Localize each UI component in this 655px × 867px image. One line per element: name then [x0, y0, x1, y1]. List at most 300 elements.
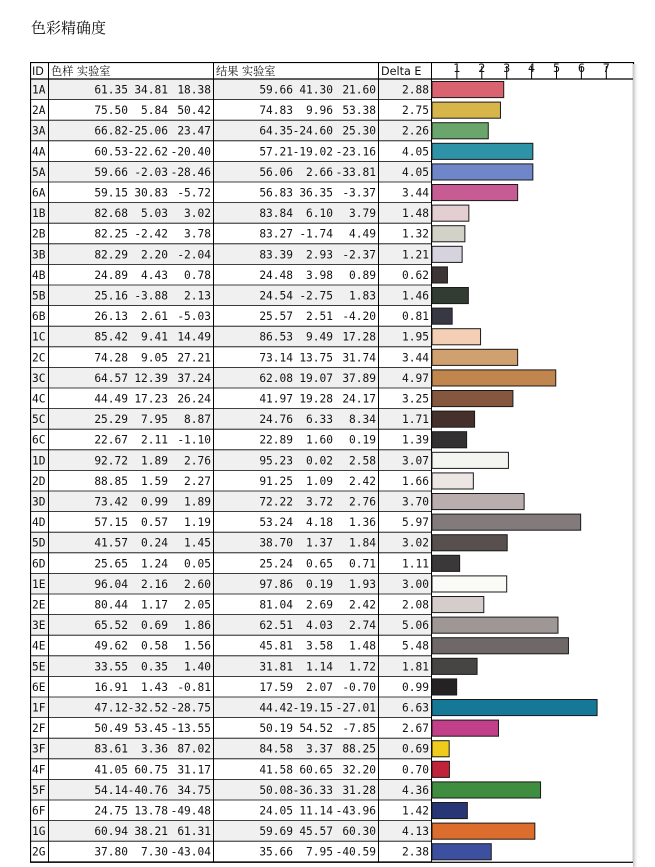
result-lab-value: 19.07	[299, 371, 333, 385]
delta-e-value: 3.70	[402, 495, 429, 509]
result-lab-value: 4.03	[306, 619, 333, 633]
delta-e-value: 1.48	[402, 207, 429, 221]
sample-lab-value: 1.40	[184, 660, 211, 674]
sample-lab-value: 1.56	[184, 639, 211, 653]
result-lab-value: 84.58	[259, 742, 293, 756]
delta-e-bar	[432, 226, 465, 242]
delta-e-bar	[432, 535, 507, 551]
sample-lab-value: 37.80	[94, 845, 128, 859]
row-id: 1D	[32, 454, 46, 468]
delta-e-bar	[432, 432, 467, 448]
result-lab-value: 17.28	[342, 330, 376, 344]
row-id: 3C	[32, 371, 46, 385]
delta-e-bar	[432, 803, 467, 819]
result-lab-value: 74.83	[259, 104, 293, 118]
delta-e-value: 0.81	[402, 310, 429, 324]
delta-e-value: 2.38	[402, 845, 429, 859]
sample-lab-value: 24.89	[94, 268, 128, 282]
delta-e-value: 2.75	[402, 104, 429, 118]
delta-e-value: 1.21	[402, 248, 429, 262]
result-lab-value: 1.72	[349, 660, 376, 674]
result-lab-value: 50.19	[259, 722, 293, 736]
delta-e-value: 4.05	[402, 165, 429, 179]
delta-e-bar	[432, 246, 462, 262]
result-lab-value: 1.14	[306, 660, 333, 674]
sample-lab-value: 0.99	[141, 495, 168, 509]
result-lab-value: 2.07	[306, 680, 333, 694]
row-id: 3D	[32, 495, 46, 509]
result-lab-value: 0.71	[349, 557, 376, 571]
result-lab-value: -40.59	[335, 845, 376, 859]
result-lab-value: 1.37	[306, 536, 333, 550]
row-id: 5D	[32, 536, 46, 550]
x-tick-label: 6	[577, 62, 585, 75]
sample-lab-value: 2.27	[184, 474, 211, 488]
sample-lab-value: 12.39	[134, 371, 168, 385]
sample-lab-value: 7.95	[141, 413, 168, 427]
sample-lab-value: 22.67	[94, 433, 128, 447]
result-lab-value: 0.02	[306, 454, 333, 468]
x-tick-label: 7	[602, 62, 610, 75]
result-lab-value: 3.98	[306, 268, 333, 282]
sample-lab-value: 31.17	[177, 763, 211, 777]
sample-lab-value: 9.05	[141, 351, 168, 365]
sample-lab-value: -5.72	[177, 186, 211, 200]
delta-e-value: 1.46	[402, 289, 429, 303]
row-id: 3F	[32, 742, 46, 756]
row-id: 6B	[32, 310, 46, 324]
result-lab-value: 6.33	[306, 413, 333, 427]
sample-lab-value: 0.78	[184, 268, 211, 282]
delta-e-bar	[432, 679, 457, 695]
sample-lab-value: -28.75	[170, 701, 211, 715]
delta-e-bar	[432, 720, 498, 736]
sample-lab-value: -40.76	[127, 783, 168, 797]
delta-e-bar	[432, 185, 518, 201]
sample-lab-value: -22.62	[127, 145, 168, 159]
result-lab-value: 2.69	[306, 598, 333, 612]
result-lab-value: 2.66	[306, 165, 333, 179]
delta-e-value: 5.48	[402, 639, 429, 653]
result-lab-value: 73.14	[259, 351, 293, 365]
result-lab-value: 41.97	[259, 392, 293, 406]
delta-e-value: 5.97	[402, 516, 429, 530]
row-id: 2B	[32, 227, 46, 241]
delta-e-value: 1.42	[402, 804, 429, 818]
result-lab-value: 2.58	[349, 454, 376, 468]
result-lab-value: 41.30	[299, 83, 333, 97]
delta-e-value: 1.95	[402, 330, 429, 344]
x-tick-label: 4	[528, 62, 536, 75]
delta-e-value: 2.88	[402, 83, 429, 97]
sample-lab-value: 82.25	[94, 227, 128, 241]
delta-e-value: 4.36	[402, 783, 429, 797]
sample-lab-value: 9.41	[141, 330, 168, 344]
result-lab-value: 9.96	[306, 104, 333, 118]
sample-lab-value: 3.36	[141, 742, 168, 756]
sample-lab-value: -32.52	[127, 701, 168, 715]
sample-lab-value: 26.24	[177, 392, 211, 406]
delta-e-value: 1.32	[402, 227, 429, 241]
result-lab-value: 1.84	[349, 536, 376, 550]
result-lab-value: 4.18	[306, 516, 333, 530]
sample-lab-value: 1.89	[141, 454, 168, 468]
delta-e-bar	[432, 617, 558, 633]
result-lab-value: 1.48	[349, 639, 376, 653]
result-lab-value: -33.81	[335, 165, 376, 179]
sample-lab-value: 30.83	[134, 186, 168, 200]
delta-e-bar	[432, 452, 508, 468]
delta-e-value: 0.70	[402, 763, 429, 777]
delta-e-value: 3.44	[402, 351, 429, 365]
delta-e-value: 1.66	[402, 474, 429, 488]
sample-lab-value: -2.04	[177, 248, 211, 262]
result-lab-value: 50.08	[259, 783, 293, 797]
result-lab-value: 83.39	[259, 248, 293, 262]
sample-lab-value: 2.61	[141, 310, 168, 324]
sample-lab-value: 64.57	[94, 371, 128, 385]
sample-lab-value: 80.44	[94, 598, 128, 612]
sample-lab-value: 59.15	[94, 186, 128, 200]
x-tick-label: 5	[552, 62, 561, 75]
result-lab-value: 1.60	[306, 433, 333, 447]
result-lab-value: 22.89	[259, 433, 293, 447]
result-lab-value: -1.74	[299, 227, 333, 241]
sample-lab-value: 53.45	[134, 722, 168, 736]
sample-lab-value: 2.20	[141, 248, 168, 262]
result-lab-value: 59.66	[259, 83, 293, 97]
row-id: 1E	[32, 577, 46, 591]
sample-lab-value: 0.69	[141, 619, 168, 633]
result-lab-value: 64.35	[259, 124, 293, 138]
row-id: 2E	[32, 598, 46, 612]
row-id: 4E	[32, 639, 46, 653]
result-lab-value: 0.19	[306, 577, 333, 591]
sample-lab-value: 1.89	[184, 495, 211, 509]
delta-e-value: 1.71	[402, 413, 429, 427]
result-lab-value: 60.65	[299, 763, 333, 777]
sample-lab-value: 4.43	[141, 268, 168, 282]
delta-e-value: 0.69	[402, 742, 429, 756]
result-lab-value: 31.28	[342, 783, 376, 797]
x-tick-label: 1	[453, 62, 461, 75]
result-lab-value: -2.37	[342, 248, 376, 262]
delta-e-value: 1.11	[402, 557, 429, 571]
sample-lab-value: 27.21	[177, 351, 211, 365]
result-lab-value: 1.83	[349, 289, 376, 303]
delta-e-bar	[432, 638, 568, 654]
delta-e-bar	[432, 555, 460, 571]
delta-e-bar	[432, 349, 518, 365]
sample-lab-value: -1.10	[177, 433, 211, 447]
result-lab-value: 32.20	[342, 763, 376, 777]
sample-lab-value: -13.55	[170, 722, 211, 736]
result-lab-value: 2.76	[349, 495, 376, 509]
sample-lab-value: 82.29	[94, 248, 128, 262]
result-lab-value: 57.21	[259, 145, 293, 159]
row-id: 5A	[32, 165, 46, 179]
delta-e-bar	[432, 761, 449, 777]
row-id: 2C	[32, 351, 46, 365]
delta-e-value: 1.81	[402, 660, 429, 674]
sample-lab-value: 47.12	[94, 701, 128, 715]
sample-lab-value: 38.21	[134, 825, 168, 839]
result-lab-value: 91.25	[259, 474, 293, 488]
result-lab-value: -3.37	[342, 186, 376, 200]
sample-lab-value: 3.78	[184, 227, 211, 241]
delta-e-value: 3.02	[402, 536, 429, 550]
result-lab-value: 81.04	[259, 598, 293, 612]
result-lab-value: 24.17	[342, 392, 376, 406]
delta-e-bar	[432, 205, 469, 221]
result-lab-value: 45.81	[259, 639, 293, 653]
result-lab-value: 19.28	[299, 392, 333, 406]
sample-lab-value: 25.16	[94, 289, 128, 303]
row-id: 3A	[32, 124, 46, 138]
sample-lab-value: 25.29	[94, 413, 128, 427]
sample-lab-value: 0.24	[141, 536, 168, 550]
delta-e-bar	[432, 576, 507, 592]
delta-e-value: 5.06	[402, 619, 429, 633]
delta-e-bar	[432, 700, 597, 716]
sample-lab-value: -5.03	[177, 310, 211, 324]
sample-lab-value: -28.46	[170, 165, 211, 179]
row-id: 6C	[32, 433, 46, 447]
sample-lab-value: 5.03	[141, 207, 168, 221]
result-lab-value: 13.75	[299, 351, 333, 365]
sample-lab-value: 8.87	[184, 413, 211, 427]
sample-lab-value: -3.88	[134, 289, 168, 303]
sample-lab-value: 2.11	[141, 433, 168, 447]
result-lab-value: -19.02	[292, 145, 333, 159]
row-id: 6E	[32, 680, 46, 694]
result-lab-value: 25.30	[342, 124, 376, 138]
sample-lab-value: 2.16	[141, 577, 168, 591]
sample-lab-value: 61.35	[94, 83, 128, 97]
result-lab-value: 95.23	[259, 454, 293, 468]
result-lab-value: 60.30	[342, 825, 376, 839]
result-lab-value: 37.89	[342, 371, 376, 385]
row-id: 2A	[32, 104, 46, 118]
row-id: 5B	[32, 289, 46, 303]
sample-lab-value: 49.62	[94, 639, 128, 653]
row-id: 4B	[32, 268, 46, 282]
header-sample: 色样 实验室	[51, 65, 111, 78]
row-id: 4C	[32, 392, 46, 406]
sample-lab-value: 96.04	[94, 577, 128, 591]
result-lab-value: 4.49	[349, 227, 376, 241]
result-lab-value: -36.33	[292, 783, 333, 797]
result-lab-value: 0.19	[349, 433, 376, 447]
result-lab-value: 1.09	[306, 474, 333, 488]
delta-e-value: 2.26	[402, 124, 429, 138]
sample-lab-value: 5.84	[141, 104, 168, 118]
row-id: 2G	[32, 845, 46, 859]
result-lab-value: 41.58	[259, 763, 293, 777]
delta-e-value: 0.62	[402, 268, 429, 282]
delta-e-value: 2.08	[402, 598, 429, 612]
delta-e-value: 0.99	[402, 680, 429, 694]
sample-lab-value: 2.13	[184, 289, 211, 303]
row-id: 1F	[32, 701, 46, 715]
sample-lab-value: 73.42	[94, 495, 128, 509]
x-tick-label: 3	[503, 62, 511, 75]
result-lab-value: 1.36	[349, 516, 376, 530]
result-lab-value: 8.34	[349, 413, 376, 427]
table-shadow	[633, 64, 638, 867]
sample-lab-value: 87.02	[177, 742, 211, 756]
result-lab-value: 54.52	[299, 722, 333, 736]
row-id: 1A	[32, 83, 46, 97]
sample-lab-value: 2.05	[184, 598, 211, 612]
sample-lab-value: 44.49	[94, 392, 128, 406]
delta-e-bar	[432, 329, 481, 345]
sample-lab-value: 1.17	[141, 598, 168, 612]
page-title: 色彩精确度	[31, 19, 107, 37]
result-lab-value: 3.37	[306, 742, 333, 756]
sample-lab-value: 37.24	[177, 371, 211, 385]
sample-lab-value: 50.42	[177, 104, 211, 118]
sample-lab-value: 13.78	[134, 804, 168, 818]
sample-lab-value: 1.43	[141, 680, 168, 694]
delta-e-bar	[432, 473, 473, 489]
row-id: 1C	[32, 330, 46, 344]
result-lab-value: 35.66	[259, 845, 293, 859]
delta-e-bar	[432, 267, 447, 283]
result-lab-value: 6.10	[306, 207, 333, 221]
sample-lab-value: 1.86	[184, 619, 211, 633]
row-id: 1B	[32, 207, 46, 221]
result-lab-value: 31.74	[342, 351, 376, 365]
sample-lab-value: -0.81	[177, 680, 211, 694]
sample-lab-value: 14.49	[177, 330, 211, 344]
delta-e-bar	[432, 102, 500, 118]
delta-e-bar	[432, 308, 452, 324]
row-id: 4F	[32, 763, 46, 777]
sample-lab-value: 61.31	[177, 825, 211, 839]
result-lab-value: -2.75	[299, 289, 333, 303]
sample-lab-value: 23.47	[177, 124, 211, 138]
result-lab-value: 2.42	[349, 474, 376, 488]
sample-lab-value: 1.59	[141, 474, 168, 488]
result-lab-value: 0.65	[306, 557, 333, 571]
sample-lab-value: 0.05	[184, 557, 211, 571]
color-accuracy-chart	[30, 62, 635, 867]
result-lab-value: 62.51	[259, 619, 293, 633]
sample-lab-value: 2.76	[184, 454, 211, 468]
delta-e-bar	[432, 741, 449, 757]
result-lab-value: 72.22	[259, 495, 293, 509]
result-lab-value: 38.70	[259, 536, 293, 550]
result-lab-value: 62.08	[259, 371, 293, 385]
result-lab-value: 24.05	[259, 804, 293, 818]
row-id: 4D	[32, 516, 46, 530]
result-lab-value: 7.95	[306, 845, 333, 859]
result-lab-value: 24.48	[259, 268, 293, 282]
row-id: 5F	[32, 783, 46, 797]
sample-lab-value: 60.75	[134, 763, 168, 777]
result-lab-value: 1.93	[349, 577, 376, 591]
delta-e-bar	[432, 164, 533, 180]
sample-lab-value: 3.02	[184, 207, 211, 221]
delta-e-bar	[432, 782, 541, 798]
row-id: 6F	[32, 804, 46, 818]
sample-lab-value: -43.04	[170, 845, 211, 859]
result-lab-value: 45.57	[299, 825, 333, 839]
result-lab-value: -24.60	[292, 124, 333, 138]
row-id: 5E	[32, 660, 46, 674]
delta-e-value: 3.07	[402, 454, 429, 468]
result-lab-value: -23.16	[335, 145, 376, 159]
delta-e-value: 1.39	[402, 433, 429, 447]
sample-lab-value: 50.49	[94, 722, 128, 736]
sample-lab-value: -2.42	[134, 227, 168, 241]
sample-lab-value: 60.53	[94, 145, 128, 159]
sample-lab-value: 85.42	[94, 330, 128, 344]
result-lab-value: 11.14	[299, 804, 333, 818]
sample-lab-value: 75.50	[94, 104, 128, 118]
delta-e-value: 4.97	[402, 371, 429, 385]
delta-e-value: 2.67	[402, 722, 429, 736]
sample-lab-value: 92.72	[94, 454, 128, 468]
result-lab-value: 56.83	[259, 186, 293, 200]
delta-e-value: 3.00	[402, 577, 429, 591]
sample-lab-value: 83.61	[94, 742, 128, 756]
delta-e-bar	[432, 411, 475, 427]
sample-lab-value: 41.05	[94, 763, 128, 777]
result-lab-value: 24.76	[259, 413, 293, 427]
result-lab-value: 97.86	[259, 577, 293, 591]
row-id: 6A	[32, 186, 46, 200]
delta-e-bar	[432, 143, 533, 159]
result-lab-value: 25.24	[259, 557, 293, 571]
sample-lab-value: 34.75	[177, 783, 211, 797]
sample-lab-value: 17.23	[134, 392, 168, 406]
result-lab-value: 2.74	[349, 619, 376, 633]
sample-lab-value: 0.57	[141, 516, 168, 530]
sample-lab-value: 7.30	[141, 845, 168, 859]
delta-e-value: 3.44	[402, 186, 429, 200]
sample-lab-value: 59.66	[94, 165, 128, 179]
sample-lab-value: 2.60	[184, 577, 211, 591]
result-lab-value: 24.54	[259, 289, 293, 303]
sample-lab-value: 41.57	[94, 536, 128, 550]
sample-lab-value: 18.38	[177, 83, 211, 97]
delta-e-value: 6.63	[402, 701, 429, 715]
result-lab-value: 0.89	[349, 268, 376, 282]
delta-e-bar	[432, 823, 535, 839]
result-lab-value: 25.57	[259, 310, 293, 324]
row-id: 6D	[32, 557, 46, 571]
delta-e-bar	[432, 494, 524, 510]
sample-lab-value: 24.75	[94, 804, 128, 818]
sample-lab-value: 60.94	[94, 825, 128, 839]
delta-e-bar	[432, 288, 468, 304]
row-id: 2F	[32, 722, 46, 736]
sample-lab-value: 0.58	[141, 639, 168, 653]
result-lab-value: 56.06	[259, 165, 293, 179]
result-lab-value: 53.38	[342, 104, 376, 118]
result-lab-value: 83.84	[259, 207, 293, 221]
x-tick-label: 2	[478, 62, 486, 75]
result-lab-value: -43.96	[335, 804, 376, 818]
delta-e-bar	[432, 123, 488, 139]
result-lab-value: 59.69	[259, 825, 293, 839]
row-id: 3B	[32, 248, 46, 262]
result-lab-value: -27.01	[335, 701, 376, 715]
sample-lab-value: 26.13	[94, 310, 128, 324]
sample-lab-value: 16.91	[94, 680, 128, 694]
